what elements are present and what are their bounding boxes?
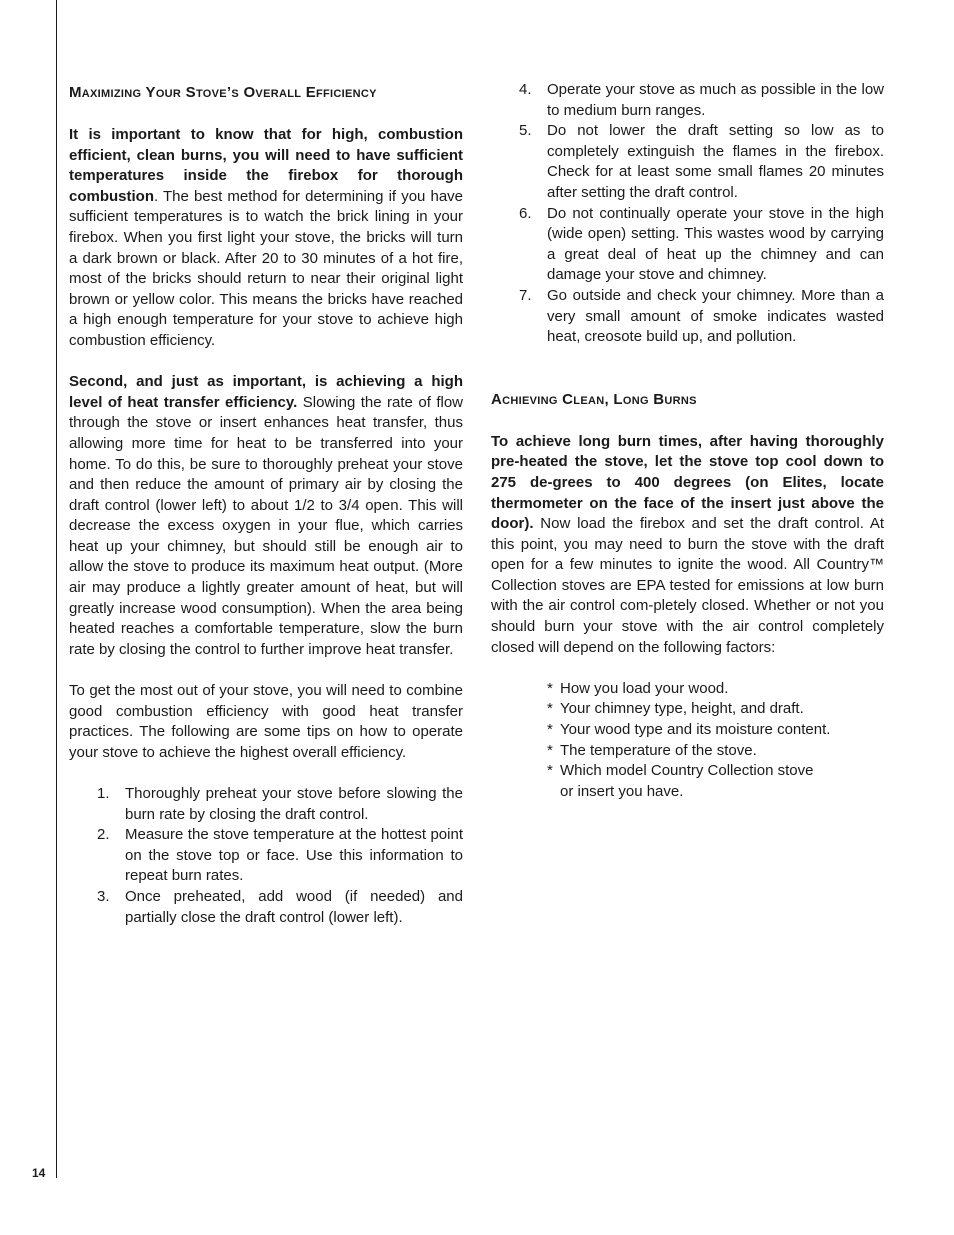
list-item-number: 6.	[519, 204, 532, 222]
list-item-text: Go outside and check your chimney. More than a very small amount of smoke indicates wasted heat, creosote build up, and pollution.	[547, 286, 884, 346]
left-column	[69, 82, 463, 928]
list-item-text: Your chimney type, height, and draft.	[560, 700, 804, 718]
paragraph-long-burns-body: Now load the firebox and set the draft control. At this point, you may need to burn the stove with the draft open for a few minutes to ignite the wood. All Country™ Collection stoves are EPA tested for emissions at low burn with the air control com-pletely closed. Whether or not you should burn your stove with the air control completely closed will depend on the following factors:	[491, 515, 884, 656]
bullet-star: *	[547, 762, 553, 780]
bullet-star: *	[547, 721, 553, 739]
list-item	[97, 825, 463, 887]
list-item-text: Once preheated, add wood (if needed) and partially close the draft control (lower left).	[125, 887, 463, 926]
list-item-number: 1.	[97, 785, 110, 802]
list-item-text: Operate your stove as much as possible in the low to medium burn ranges.	[547, 81, 884, 119]
list-item-number: 4.	[519, 81, 532, 98]
list-item-text: How you load your wood.	[560, 679, 729, 697]
section-heading-efficiency: Maximizing Your Stove’s Overall Efficiency	[69, 84, 377, 101]
list-item	[519, 121, 884, 203]
bullet-star: *	[547, 741, 553, 759]
list-item	[519, 204, 884, 286]
paragraph-heat-transfer	[69, 372, 463, 660]
paragraph-long-burns-lead: To achieve long burn times, after having thoroughly pre-heated the stove, let the stove top cool down to 275 de-grees to 400 degrees (on Elites, locate thermometer on the face of the insert just above the door).	[491, 432, 884, 533]
section-heading-long-burns: Achieving Clean, Long Burns	[491, 390, 697, 408]
paragraph-heat-transfer-lead: Second, and just as important, is achieving a high level of heat transfer efficiency.	[69, 373, 463, 411]
list-item-number: 2.	[97, 826, 110, 844]
list-item-text: Which model Country Collection stove or insert you have.	[560, 762, 814, 800]
bullet-star: *	[547, 700, 553, 718]
list-item-text: Thoroughly preheat your stove before slowing the burn rate by closing the draft control.	[125, 785, 463, 823]
factors-list	[547, 679, 884, 803]
list-item	[519, 286, 884, 348]
list-item	[547, 679, 884, 700]
margin-rule	[56, 0, 57, 1178]
list-item	[547, 699, 884, 720]
page-number: 14	[32, 1166, 46, 1180]
tips-list-left	[97, 784, 463, 928]
section-spacer	[491, 348, 884, 389]
list-item-text: Measure the stove temperature at the hottest point on the stove top or face. Use this information to repeat burn rates.	[125, 826, 463, 885]
paragraph-combustion-lead: It is important to know that for high, combustion efficient, clean burns, you will need to have sufficient temperatures inside the firebox for thorough combustion	[69, 126, 463, 205]
paragraph-combustion-body: . The best method for determining if you have sufficient temperatures is to watch the brick lining in your firebox. When you first light your stove, the bricks will turn a dark brown or black. After 20 to 30 minutes of a hot fire, most of the bricks should return to near their original light brown or yellow color. This means the bricks have reached a high enough temperature for your stove to achieve high combustion efficiency.	[69, 187, 463, 349]
list-item-number: 7.	[519, 286, 532, 304]
list-item-text: The temperature of the stove.	[560, 741, 757, 759]
list-item-number: 5.	[519, 122, 532, 140]
paragraph-tips-intro: To get the most out of your stove, you will need to combine good combustion efficiency with good heat transfer practices. The following are some tips on how to operate your stove to achieve the highest overall efficiency.	[69, 682, 463, 761]
list-item-text: Do not lower the draft setting so low as to completely extinguish the flames in the firebox. Check for at least some small flames 20 minutes after setting the draft control.	[547, 122, 884, 201]
paragraph-heat-transfer-body: Slowing the rate of flow through the stove or insert enhances heat transfer, thus allowing more time for heat to be transferred into your home. To do this, be sure to thoroughly preheat your stove and then reduce the amount of primary air by closing the draft control (lower left) to about 1/2 to 3/4 open. This will decrease the excess oxygen in your flue, which carries heat up your chimney, but should still be enough air to allow the stove to produce its maximum heat output. (More air may produce a lightly greater amount of heat, but will greatly increase wood consumption). When the area being heated reaches a comfortable temperature, slow the burn rate by closing the control to further improve heat transfer.	[69, 393, 463, 658]
list-item	[97, 784, 463, 825]
right-column	[491, 80, 884, 802]
paragraph-combustion	[69, 125, 463, 352]
list-item	[547, 761, 830, 802]
list-item-text: Your wood type and its moisture content.	[560, 721, 831, 739]
list-item	[547, 741, 884, 762]
list-item	[97, 887, 463, 928]
bullet-star: *	[547, 679, 553, 697]
list-item-text: Do not continually operate your stove in the high (wide open) setting. This wastes wood by carrying a great deal of heat up the chimney and can damage your stove and chimney.	[547, 204, 884, 284]
tips-list-right	[519, 80, 884, 348]
list-item	[519, 80, 884, 121]
paragraph-long-burns	[491, 432, 884, 659]
list-item-number: 3.	[97, 887, 110, 905]
list-item	[547, 720, 884, 741]
